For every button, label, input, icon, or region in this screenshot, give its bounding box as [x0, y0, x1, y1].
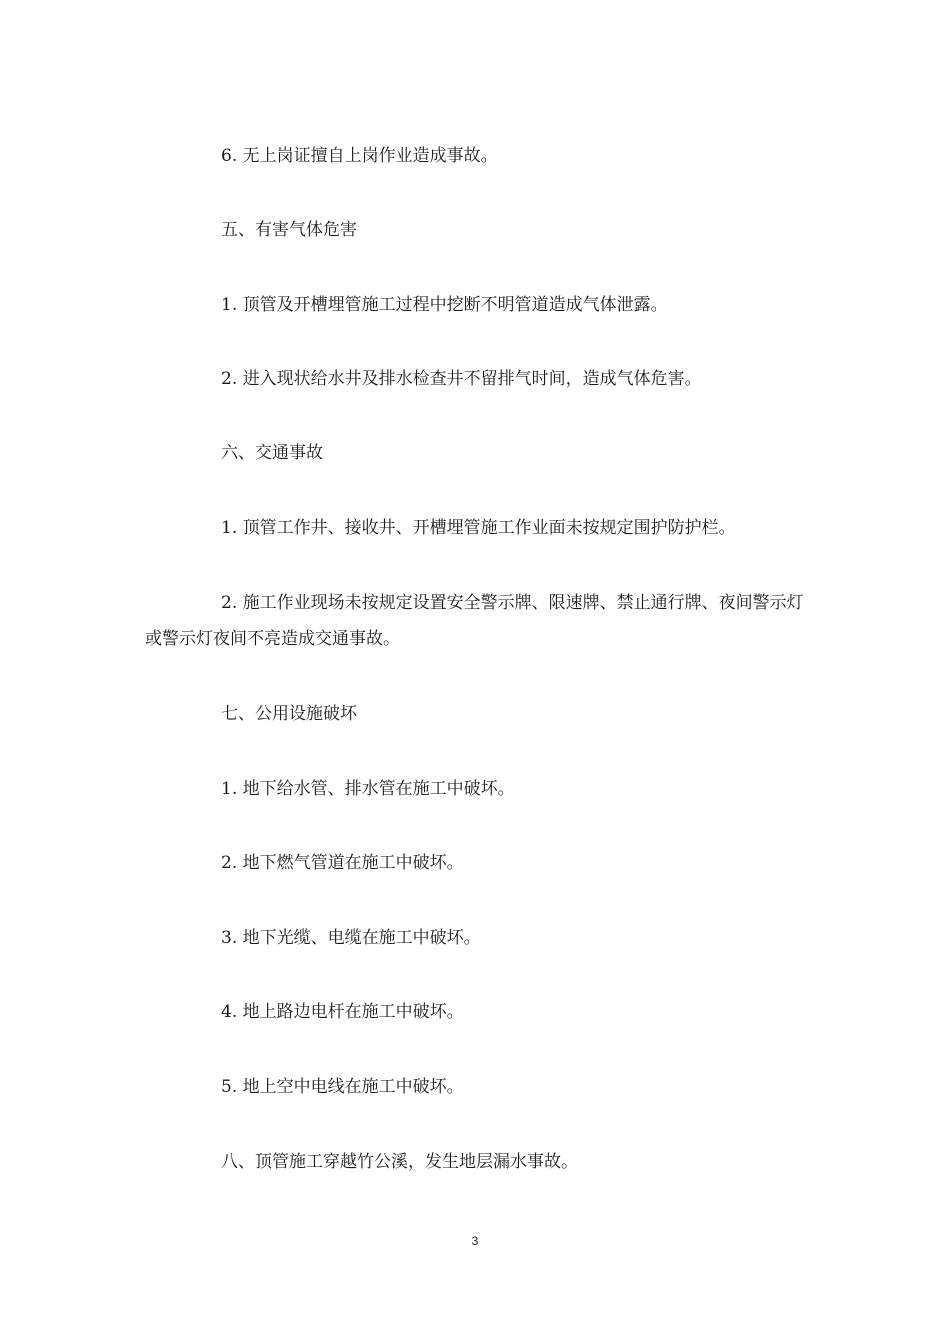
list-item: 3. 地下光缆、电缆在施工中破坏。: [221, 928, 481, 948]
list-item: 6. 无上岗证擅自上岗作业造成事故。: [221, 146, 498, 166]
list-item: 2. 地下燃气管道在施工中破坏。: [221, 853, 464, 873]
list-item: 1. 地下给水管、排水管在施工中破坏。: [221, 779, 515, 799]
section-heading: 六、交通事故: [221, 443, 323, 463]
section-heading: 五、有害气体危害: [221, 220, 357, 240]
list-item: 2. 施工作业现场未按规定设置安全警示牌、限速牌、禁止通行牌、夜间警示灯或警示灯夜间不亮造成交通事故。: [145, 593, 804, 649]
section-heading: 七、公用设施破坏: [221, 704, 357, 724]
list-item: 4. 地上路边电杆在施工中破坏。: [221, 1002, 464, 1022]
page-number: 3: [471, 1234, 479, 1248]
list-item: 1. 顶管及开槽埋管施工过程中挖断不明管道造成气体泄露。: [221, 295, 668, 315]
section-heading: 八、顶管施工穿越竹公溪，发生地层漏水事故。: [221, 1152, 578, 1172]
list-item: 1. 顶管工作井、接收井、开槽埋管施工作业面未按规定围护防护栏。: [221, 518, 736, 538]
list-item: 5. 地上空中电线在施工中破坏。: [221, 1077, 464, 1097]
list-item: 2. 进入现状给水井及排水检查井不留排气时间，造成气体危害。: [221, 369, 702, 389]
